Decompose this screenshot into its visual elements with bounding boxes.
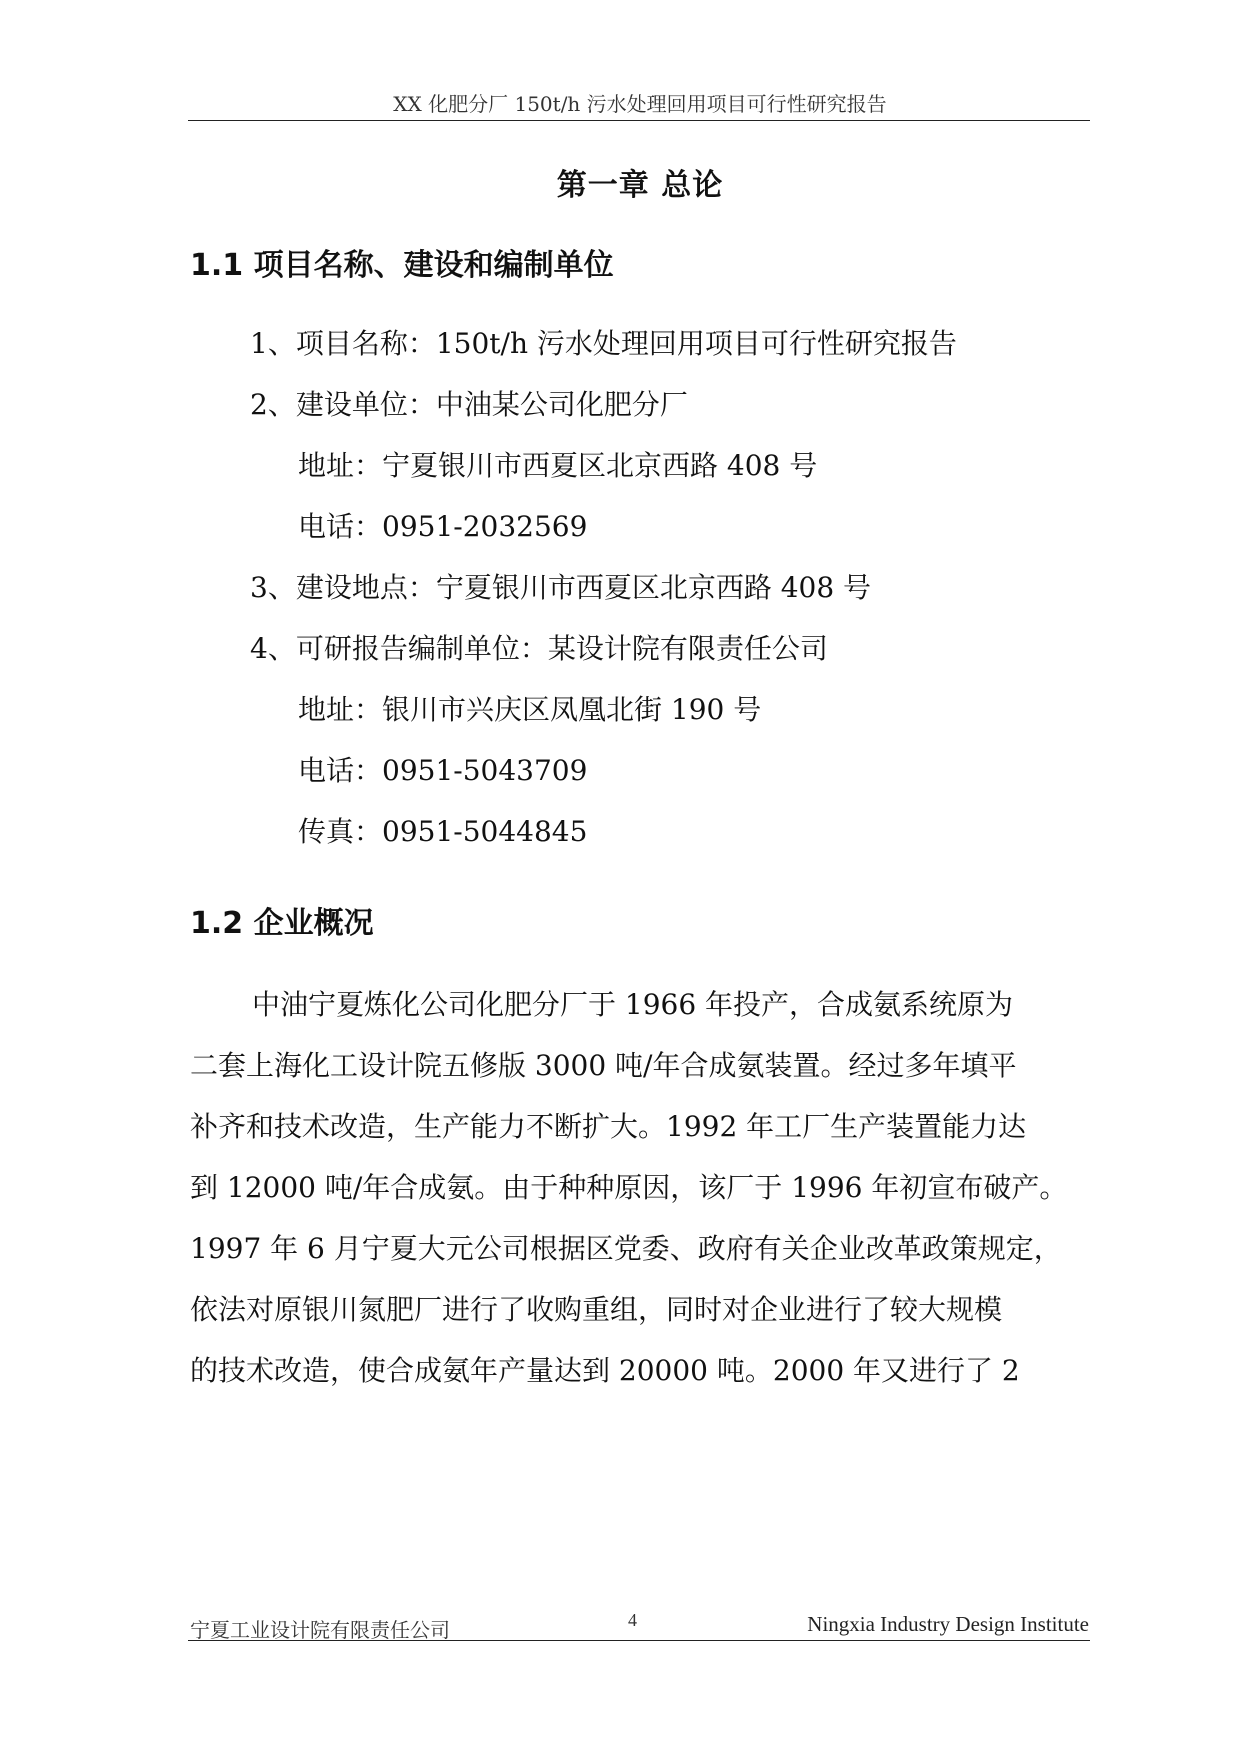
paragraph-line: 的技术改造，使合成氨年产量达到 20000 吨。2000 年又进行了 2 (190, 1354, 1020, 1387)
item-project-name: 1、项目名称：150t/h 污水处理回用项目可行性研究报告 (250, 327, 957, 360)
footer-institute-name: Ningxia Industry Design Institute (807, 1612, 1089, 1636)
running-header: XX 化肥分厂 150t/h 污水处理回用项目可行性研究报告 (393, 92, 887, 116)
paragraph-line: 依法对原银川氮肥厂进行了收购重组，同时对企业进行了较大规模 (190, 1293, 1003, 1326)
paragraph-line: 二套上海化工设计院五修版 3000 吨/年合成氨装置。经过多年填平 (190, 1049, 1017, 1082)
section-heading-1-2: 1.2 企业概况 (190, 906, 374, 941)
item-compiler-phone: 电话：0951-5043709 (298, 754, 588, 787)
paragraph-line: 1997 年 6 月宁夏大元公司根据区党委、政府有关企业改革政策规定， (190, 1232, 1062, 1265)
item-construction-unit: 2、建设单位：中油某公司化肥分厂 (250, 388, 688, 421)
paragraph-line: 补齐和技术改造，生产能力不断扩大。1992 年工厂生产装置能力达 (190, 1110, 1027, 1143)
section-heading-1-1: 1.1 项目名称、建设和编制单位 (190, 248, 614, 283)
paragraph-line: 中油宁夏炼化公司化肥分厂于 1966 年投产，合成氨系统原为 (252, 988, 1014, 1021)
chapter-title: 第一章 总论 (556, 168, 724, 203)
paragraph-line: 到 12000 吨/年合成氨。由于种种原因，该厂于 1996 年初宣布破产。 (190, 1171, 1068, 1204)
item-construction-site: 3、建设地点：宁夏银川市西夏区北京西路 408 号 (250, 571, 872, 604)
page-number: 4 (628, 1610, 637, 1630)
item-construction-address: 地址：宁夏银川市西夏区北京西路 408 号 (298, 449, 818, 482)
item-compiler-address: 地址：银川市兴庆区凤凰北街 190 号 (298, 693, 762, 726)
header-divider (188, 120, 1090, 121)
item-compiler-fax: 传真：0951-5044845 (298, 815, 588, 848)
footer-divider (188, 1640, 1090, 1641)
item-construction-phone: 电话：0951-2032569 (298, 510, 588, 543)
footer-company: 宁夏工业设计院有限责任公司 (190, 1618, 450, 1642)
item-report-compiler: 4、可研报告编制单位：某设计院有限责任公司 (250, 632, 828, 665)
